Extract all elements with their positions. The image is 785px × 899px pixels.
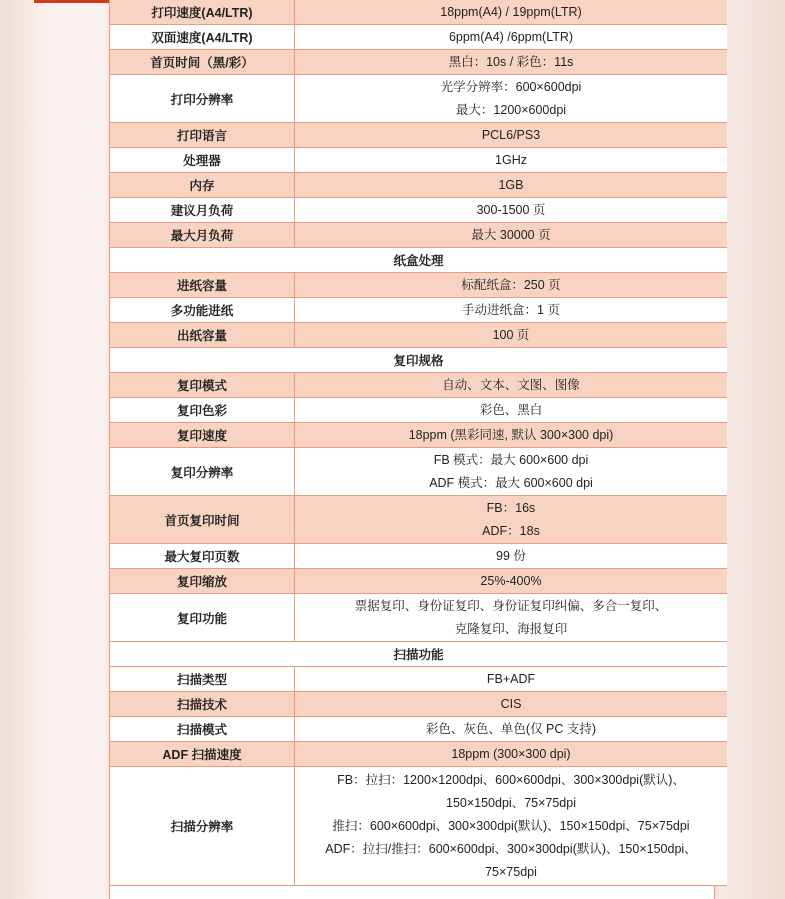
spec-label: 复印色彩: [110, 398, 295, 423]
section-header-row: [110, 248, 727, 273]
section-title: 复印规格: [110, 348, 727, 373]
spec-row: [110, 323, 727, 348]
spec-value-line: 18ppm (300×300 dpi): [451, 746, 571, 761]
spec-row: [110, 692, 727, 717]
spec-value: [295, 148, 728, 173]
spec-label: 多功能进纸: [110, 298, 295, 323]
spec-value: [295, 767, 728, 886]
spec-value: [295, 398, 728, 423]
spec-value-line: ADF 模式：最大 600×600 dpi: [429, 475, 593, 490]
spec-label: 复印模式: [110, 373, 295, 398]
spec-value: [295, 223, 728, 248]
spec-label: 复印功能: [110, 594, 295, 642]
spec-value: [295, 667, 728, 692]
spec-table-body: [110, 0, 727, 886]
spec-value-line: 黑白：10s / 彩色：11s: [448, 54, 574, 69]
spec-row: [110, 298, 727, 323]
section-header-row: [110, 642, 727, 667]
spec-value-line: 150×150dpi、75×75dpi: [446, 795, 576, 810]
spec-value: [295, 298, 728, 323]
spec-value-line: 克隆复印、海报复印: [454, 621, 568, 636]
spec-label: 建议月负荷: [110, 198, 295, 223]
spec-value: [295, 423, 728, 448]
spec-value: [295, 448, 728, 496]
spec-value-line: PCL6/PS3: [481, 127, 541, 142]
spec-label: 扫描技术: [110, 692, 295, 717]
spec-value-line: 18ppm(A4) / 19ppm(LTR): [440, 4, 582, 19]
spec-value-line: 彩色、灰色、单色(仅 PC 支持): [425, 721, 597, 736]
spec-value: [295, 692, 728, 717]
spec-row: [110, 198, 727, 223]
spec-value: [295, 75, 728, 123]
spec-row: [110, 398, 727, 423]
spec-value: [295, 496, 728, 544]
spec-value: [295, 123, 728, 148]
spec-value-line: 推扫：600×600dpi、300×300dpi(默认)、150×150dpi、75×75dpi: [332, 818, 690, 833]
spec-row: [110, 75, 727, 123]
spec-label: 打印分辨率: [110, 75, 295, 123]
spec-value: [295, 742, 728, 767]
spec-value: [295, 173, 728, 198]
spec-value-line: FB：16s: [486, 500, 536, 515]
spec-value-line: 100 页: [492, 327, 530, 342]
spec-value-line: 1GHz: [495, 152, 527, 167]
spec-row: [110, 594, 727, 642]
spec-value-line: 18ppm (黑彩同速, 默认 300×300 dpi): [408, 427, 614, 442]
spec-value-line: 彩色、黑白: [479, 402, 543, 417]
spec-row: [110, 173, 727, 198]
spec-value-line: ADF：18s: [482, 523, 540, 538]
spec-label: ADF 扫描速度: [110, 742, 295, 767]
spec-row: [110, 223, 727, 248]
spec-value: [295, 273, 728, 298]
spec-sheet: [109, 0, 715, 899]
section-title: 扫描功能: [110, 642, 727, 667]
spec-label: 复印速度: [110, 423, 295, 448]
spec-value: [295, 198, 728, 223]
page-margin-left: [0, 0, 34, 899]
spec-value-line: 25%-400%: [480, 573, 542, 588]
spec-label: 扫描分辨率: [110, 767, 295, 886]
spec-value-line: 99 份: [496, 548, 526, 563]
spec-value: [295, 0, 728, 25]
spec-label: 最大月负荷: [110, 223, 295, 248]
spec-label: 扫描类型: [110, 667, 295, 692]
spec-label: 双面速度(A4/LTR): [110, 25, 295, 50]
spec-value-line: 手动进纸盒：1 页: [462, 302, 560, 317]
spec-label: 出纸容量: [110, 323, 295, 348]
spec-row: [110, 496, 727, 544]
spec-label: 内存: [110, 173, 295, 198]
spec-value-line: 1GB: [498, 177, 524, 192]
spec-value: [295, 50, 728, 75]
section-header-row: [110, 348, 727, 373]
spec-value-line: 最大 30000 页: [471, 227, 551, 242]
spec-label: 扫描模式: [110, 717, 295, 742]
spec-label: 复印分辨率: [110, 448, 295, 496]
spec-row: [110, 667, 727, 692]
spec-row: [110, 123, 727, 148]
spec-row: [110, 717, 727, 742]
spec-label: 复印缩放: [110, 569, 295, 594]
spec-value-line: 6ppm(A4) /6ppm(LTR): [448, 29, 574, 44]
spec-value-line: 75×75dpi: [485, 864, 537, 879]
spec-value: [295, 373, 728, 398]
spec-label: 最大复印页数: [110, 544, 295, 569]
spec-value-line: CIS: [500, 696, 522, 711]
spec-row: [110, 148, 727, 173]
spec-value-line: FB+ADF: [486, 671, 536, 686]
spec-value-line: 300-1500 页: [476, 202, 546, 217]
spec-label: 进纸容量: [110, 273, 295, 298]
spec-row: [110, 423, 727, 448]
spec-row: [110, 767, 727, 886]
spec-value-line: 光学分辨率：600×600dpi: [440, 79, 582, 94]
spec-value-line: 自动、文本、文图、图像: [442, 377, 580, 392]
spec-value: [295, 594, 728, 642]
spec-label: 处理器: [110, 148, 295, 173]
spec-row: [110, 544, 727, 569]
spec-value-line: ADF：拉扫/推扫：600×600dpi、300×300dpi(默认)、150×150dpi、: [325, 841, 697, 856]
spec-value-line: FB：拉扫：1200×1200dpi、600×600dpi、300×300dpi(默认)、: [337, 772, 685, 787]
spec-value-line: 票据复印、身份证复印、身份证复印纠偏、多合一复印、: [354, 598, 668, 613]
spec-value: [295, 717, 728, 742]
spec-value: [295, 569, 728, 594]
spec-value: [295, 323, 728, 348]
spec-value: [295, 25, 728, 50]
spec-row: [110, 273, 727, 298]
spec-row: [110, 448, 727, 496]
spec-value-line: 标配纸盒：250 页: [461, 277, 561, 292]
spec-value-line: FB 模式：最大 600×600 dpi: [433, 452, 589, 467]
spec-row: [110, 25, 727, 50]
spec-label: 首页复印时间: [110, 496, 295, 544]
spec-row: [110, 373, 727, 398]
section-title: 纸盒处理: [110, 248, 727, 273]
spec-row: [110, 50, 727, 75]
spec-label: 打印语言: [110, 123, 295, 148]
spec-value-line: 最大：1200×600dpi: [455, 102, 567, 117]
spec-table: [110, 0, 727, 886]
spec-row: [110, 569, 727, 594]
spec-label: 打印速度(A4/LTR): [110, 0, 295, 25]
spec-row: [110, 0, 727, 25]
spec-row: [110, 742, 727, 767]
spec-label: 首页时间（黑/彩）: [110, 50, 295, 75]
spec-value: [295, 544, 728, 569]
